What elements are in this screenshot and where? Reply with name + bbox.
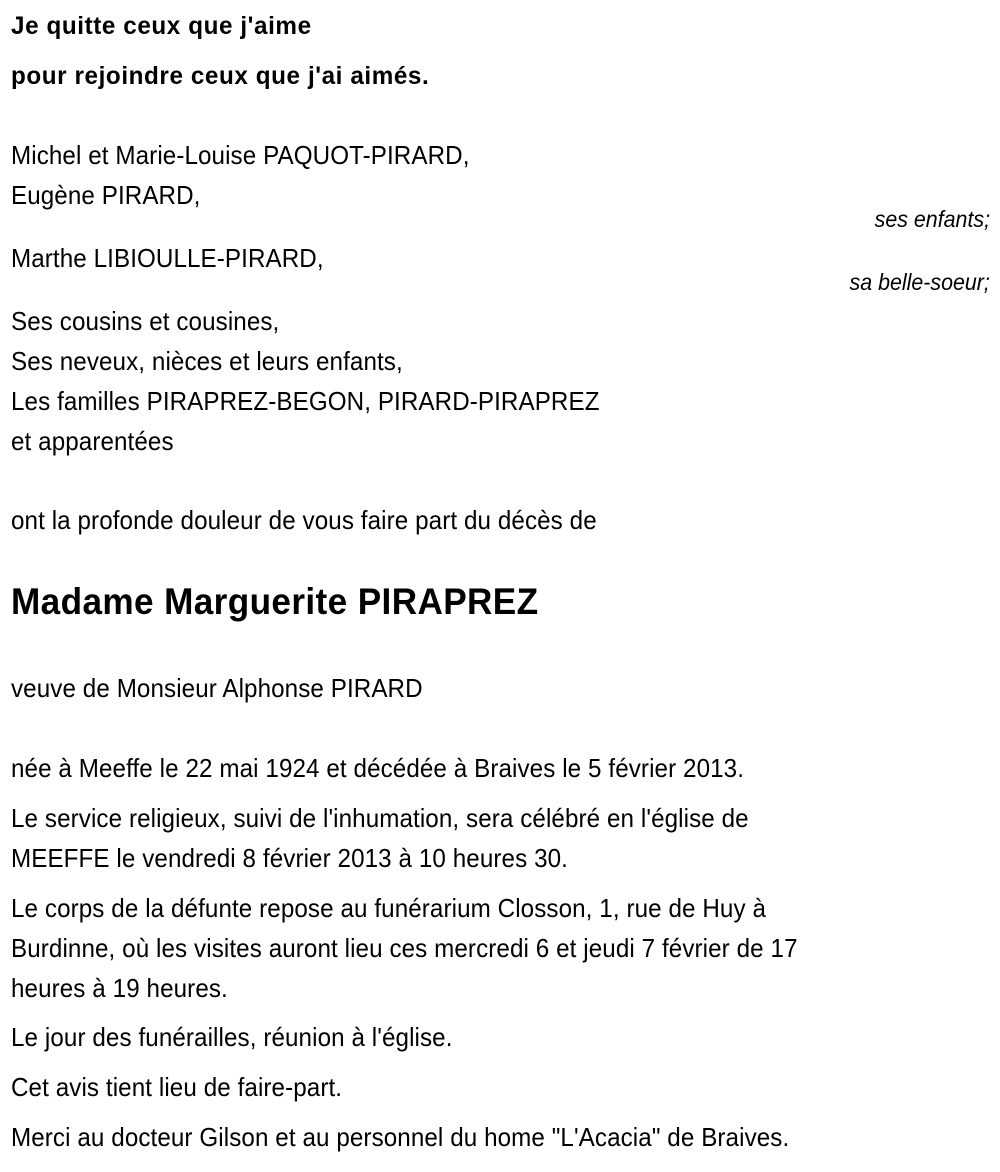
family-role-sister-in-law: sa belle-soeur;: [849, 269, 990, 295]
meeting-text: Le jour des funérailles, réunion à l'église.: [11, 1022, 453, 1052]
visitation-line-3: heures à 19 heures.: [11, 973, 228, 1003]
epitaph-line-2: pour rejoindre ceux que j'ai aimés.: [11, 62, 430, 90]
birth-death-text: née à Meeffe le 22 mai 1924 et décédée à Braives le 5 février 2013.: [11, 753, 745, 783]
service-line-1: Le service religieux, suivi de l'inhumation, sera célébré en l'église de: [11, 803, 749, 833]
family-other-2: Ses neveux, nièces et leurs enfants,: [11, 346, 403, 376]
family-role-children: ses enfants;: [874, 206, 990, 232]
epitaph-line-1: Je quitte ceux que j'aime: [11, 12, 312, 40]
deceased-widow-of: veuve de Monsieur Alphonse PIRARD: [11, 673, 423, 703]
family-other-1: Ses cousins et cousines,: [11, 306, 280, 336]
deceased-name: Madame Marguerite PIRAPREZ: [11, 581, 539, 622]
visitation-line-1: Le corps de la défunte repose au funérarium Closson, 1, rue de Huy à: [11, 893, 767, 923]
family-sister-in-law: Marthe LIBIOULLE-PIRARD,: [11, 243, 324, 273]
family-other-3: Les familles PIRAPREZ-BEGON, PIRARD-PIRAPREZ: [11, 386, 600, 416]
announcement-text: ont la profonde douleur de vous faire part du décès de: [11, 505, 597, 535]
family-child-1: Michel et Marie-Louise PAQUOT-PIRARD,: [11, 140, 470, 170]
notice-text: Cet avis tient lieu de faire-part.: [11, 1072, 343, 1102]
visitation-line-2: Burdinne, où les visites auront lieu ces mercredi 6 et jeudi 7 février de 17: [11, 933, 798, 963]
service-line-2: MEEFFE le vendredi 8 février 2013 à 10 heures 30.: [11, 843, 568, 873]
family-other-4: et apparentées: [11, 426, 174, 456]
family-child-2: Eugène PIRARD,: [11, 180, 201, 210]
thanks-text: Merci au docteur Gilson et au personnel du home "L'Acacia" de Braives.: [11, 1122, 790, 1152]
